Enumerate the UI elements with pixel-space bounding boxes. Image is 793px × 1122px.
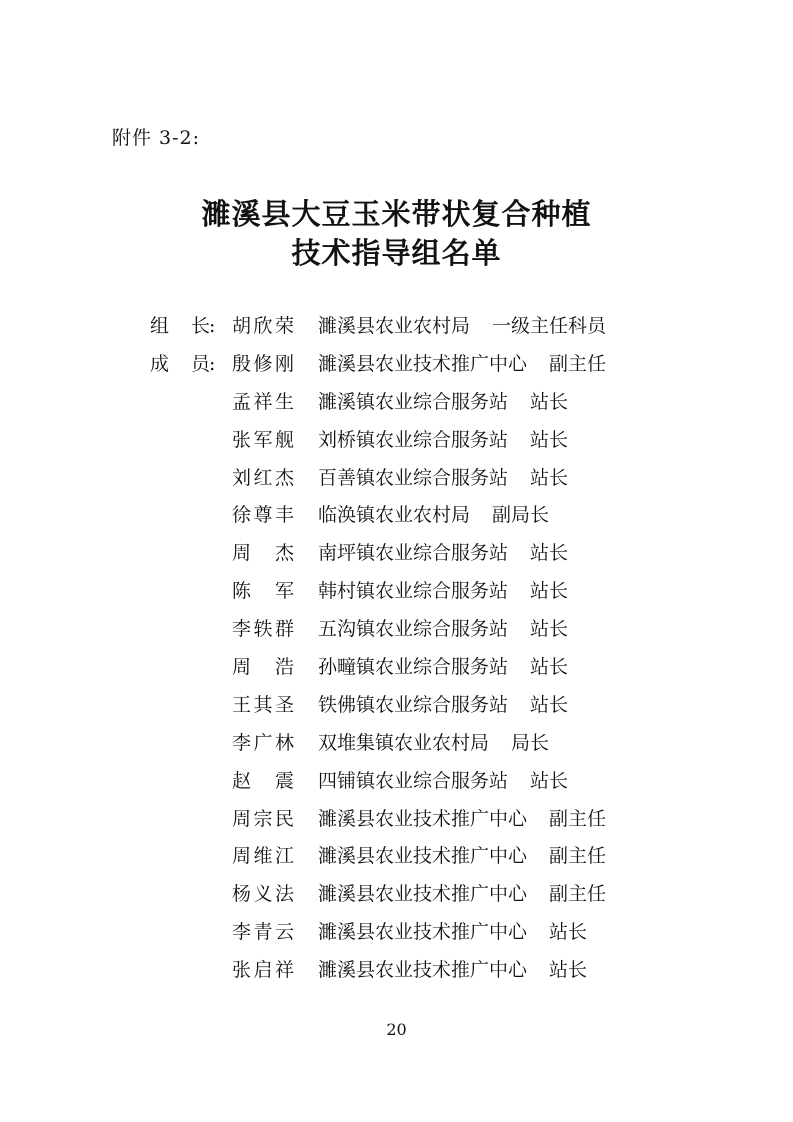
member-org: 韩村镇农业综合服务站: [318, 580, 509, 603]
member-row: [0, 422, 793, 460]
member-org: 孙疃镇农业综合服务站: [318, 656, 509, 679]
member-position: 站长: [530, 769, 569, 792]
member-name: 周维江: [232, 845, 294, 868]
member-org: 五沟镇农业综合服务站: [318, 618, 509, 641]
member-org: 铁佛镇农业综合服务站: [318, 693, 509, 716]
member-name: 徐尊丰: [232, 504, 294, 527]
leader-position: 一级主任科员: [492, 315, 607, 337]
member-name: 李广林: [232, 731, 294, 754]
member-name: 孟祥生: [232, 390, 294, 413]
member-affiliation: [318, 725, 549, 763]
member-row: [0, 346, 793, 384]
member-affiliation: [318, 497, 549, 535]
member-row: [0, 725, 793, 763]
member-name: 周浩: [232, 656, 294, 679]
document-title-line-2: 技术指导组名单: [291, 236, 502, 270]
member-name: 王其圣: [232, 693, 294, 716]
member-affiliation: [318, 384, 568, 422]
member-affiliation: [318, 801, 606, 839]
member-position: 副主任: [549, 807, 607, 830]
member-row: [0, 497, 793, 535]
member-row: [0, 763, 793, 801]
member-name: 张启祥: [232, 959, 294, 982]
leader-affiliation: [318, 308, 606, 346]
member-affiliation: [318, 346, 606, 384]
member-row: [0, 914, 793, 952]
page-number: 20: [386, 1020, 407, 1039]
member-position: 站长: [549, 921, 588, 944]
member-position: 站长: [549, 959, 588, 982]
member-name: 李轶群: [232, 618, 294, 641]
member-row: [0, 460, 793, 498]
member-name: 陈军: [232, 580, 294, 603]
member-position: 站长: [530, 656, 569, 679]
member-row: [0, 573, 793, 611]
member-position: 站长: [530, 390, 569, 413]
member-position: 站长: [530, 618, 569, 641]
members-role-colon: :: [209, 352, 216, 375]
member-affiliation: [318, 649, 568, 687]
attachment-label: 附件 3-2:: [112, 127, 201, 149]
member-affiliation: [318, 422, 568, 460]
member-position: 站长: [530, 428, 569, 451]
member-org: 濉溪县农业技术推广中心: [318, 921, 528, 944]
leader-org: 濉溪县农业农村局: [318, 315, 471, 337]
member-name: 杨义法: [232, 883, 294, 906]
member-org: 临涣镇农业农村局: [318, 504, 471, 527]
member-row: [0, 801, 793, 839]
member-row: [0, 611, 793, 649]
document-title-line-1: 濉溪县大豆玉米带状复合种植: [201, 197, 592, 231]
member-org: 濉溪县农业技术推广中心: [318, 352, 528, 375]
leader-role-colon: :: [209, 315, 216, 337]
member-org: 濉溪县农业技术推广中心: [318, 845, 528, 868]
member-org: 濉溪县农业技术推广中心: [318, 807, 528, 830]
member-row: [0, 876, 793, 914]
member-position: 副局长: [492, 504, 550, 527]
member-position: 站长: [530, 466, 569, 489]
member-affiliation: [318, 952, 587, 990]
leader-role-label: 组长: [150, 315, 210, 337]
member-row: [0, 838, 793, 876]
member-affiliation: [318, 535, 568, 573]
member-position: 站长: [530, 542, 569, 565]
member-name: 周宗民: [232, 807, 294, 830]
member-affiliation: [318, 914, 587, 952]
member-name: 周杰: [232, 542, 294, 565]
member-name: 赵震: [232, 769, 294, 792]
member-affiliation: [318, 838, 606, 876]
member-org: 濉溪县农业技术推广中心: [318, 959, 528, 982]
member-org: 濉溪镇农业综合服务站: [318, 390, 509, 413]
member-affiliation: [318, 763, 568, 801]
member-name: 李青云: [232, 921, 294, 944]
leader-name: 胡欣荣: [232, 315, 294, 337]
member-affiliation: [318, 611, 568, 649]
member-name: 刘红杰: [232, 466, 294, 489]
member-row: [0, 952, 793, 990]
member-affiliation: [318, 573, 568, 611]
member-row: [0, 687, 793, 725]
member-org: 南坪镇农业综合服务站: [318, 542, 509, 565]
leader-row: [0, 308, 793, 346]
member-org: 刘桥镇农业综合服务站: [318, 428, 509, 451]
member-position: 站长: [530, 693, 569, 716]
member-org: 双堆集镇农业农村局: [318, 731, 490, 754]
member-row: [0, 649, 793, 687]
member-org: 百善镇农业综合服务站: [318, 466, 509, 489]
member-name: 殷修刚: [232, 352, 294, 375]
member-org: 濉溪县农业技术推广中心: [318, 883, 528, 906]
member-org: 四铺镇农业综合服务站: [318, 769, 509, 792]
member-position: 站长: [530, 580, 569, 603]
member-row: [0, 535, 793, 573]
roster-list: [0, 308, 793, 990]
member-position: 副主任: [549, 352, 607, 375]
member-name: 张军舰: [232, 428, 294, 451]
member-affiliation: [318, 876, 606, 914]
member-row: [0, 384, 793, 422]
member-affiliation: [318, 687, 568, 725]
member-position: 副主任: [549, 845, 607, 868]
member-position: 副主任: [549, 883, 607, 906]
member-affiliation: [318, 460, 568, 498]
members-role-label: 成员: [150, 352, 210, 375]
member-position: 局长: [511, 731, 550, 754]
